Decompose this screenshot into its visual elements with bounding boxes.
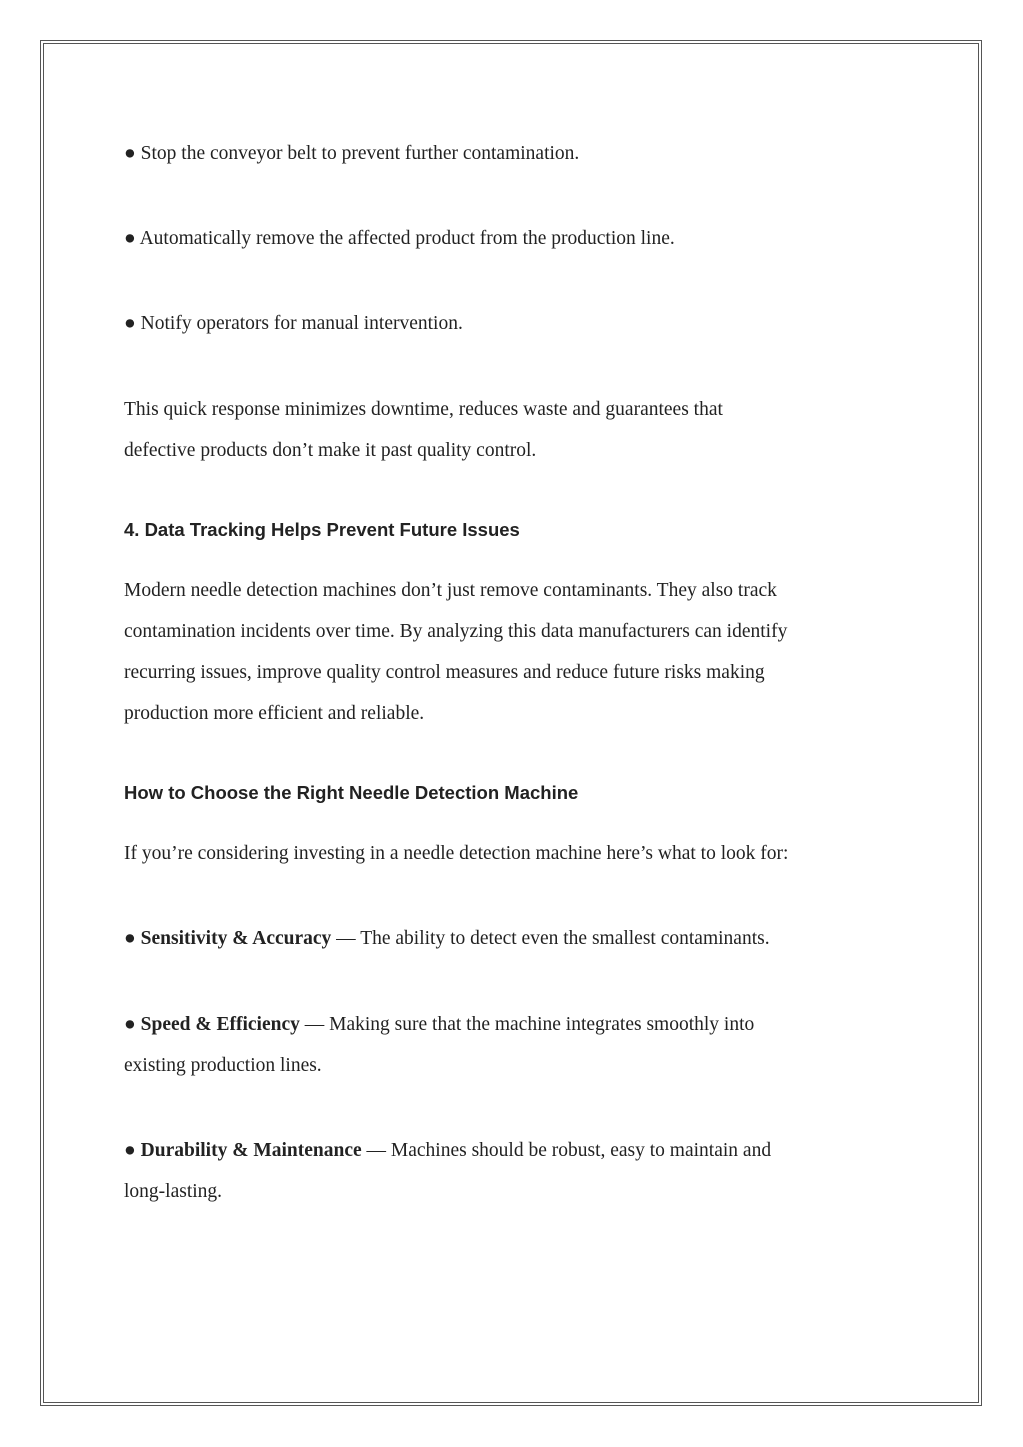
- bullet-notify-operators: ● Notify operators for manual intervention.: [124, 313, 463, 334]
- response-paragraph-line-2: defective products don’t make it past quality control.: [124, 440, 537, 461]
- data-tracking-line-1: Modern needle detection machines don’t just remove contaminants. They also track: [124, 580, 777, 601]
- section-heading-data-tracking: 4. Data Tracking Helps Prevent Future Issues: [124, 519, 520, 540]
- criteria-text: — Making sure that the machine integrates smoothly into: [299, 1014, 755, 1035]
- section-heading-choose-machine: How to Choose the Right Needle Detection Machine: [124, 782, 579, 803]
- criteria-title: Sensitivity & Accuracy: [140, 928, 332, 949]
- choose-intro-paragraph: If you’re considering investing in a needle detection machine here’s what to look for:: [124, 843, 789, 864]
- criteria-item-durability: [124, 1139, 771, 1163]
- data-tracking-line-4: production more efficient and reliable.: [124, 703, 425, 724]
- criteria-item-sensitivity: [124, 927, 770, 951]
- bullet-remove-product: ● Automatically remove the affected product from the production line.: [124, 228, 675, 249]
- criteria-title: Speed & Efficiency: [140, 1014, 300, 1035]
- criteria-item-durability-continuation: long-lasting.: [124, 1181, 223, 1202]
- criteria-item-speed: [124, 1013, 754, 1037]
- response-paragraph-line-1: This quick response minimizes downtime, reduces waste and guarantees that: [124, 399, 723, 420]
- data-tracking-line-2: contamination incidents over time. By analyzing this data manufacturers can identify: [124, 621, 788, 642]
- bullet-marker: ●: [124, 1140, 141, 1161]
- data-tracking-line-3: recurring issues, improve quality control measures and reduce future risks making: [124, 662, 765, 683]
- criteria-text: — The ability to detect even the smallest contaminants.: [331, 928, 770, 949]
- bullet-marker: ●: [124, 1014, 141, 1035]
- criteria-item-speed-continuation: existing production lines.: [124, 1055, 322, 1076]
- bullet-stop-conveyor: ● Stop the conveyor belt to prevent further contamination.: [124, 143, 580, 164]
- criteria-title: Durability & Maintenance: [140, 1140, 362, 1161]
- bullet-marker: ●: [124, 928, 141, 949]
- criteria-text: — Machines should be robust, easy to maintain and: [361, 1140, 772, 1161]
